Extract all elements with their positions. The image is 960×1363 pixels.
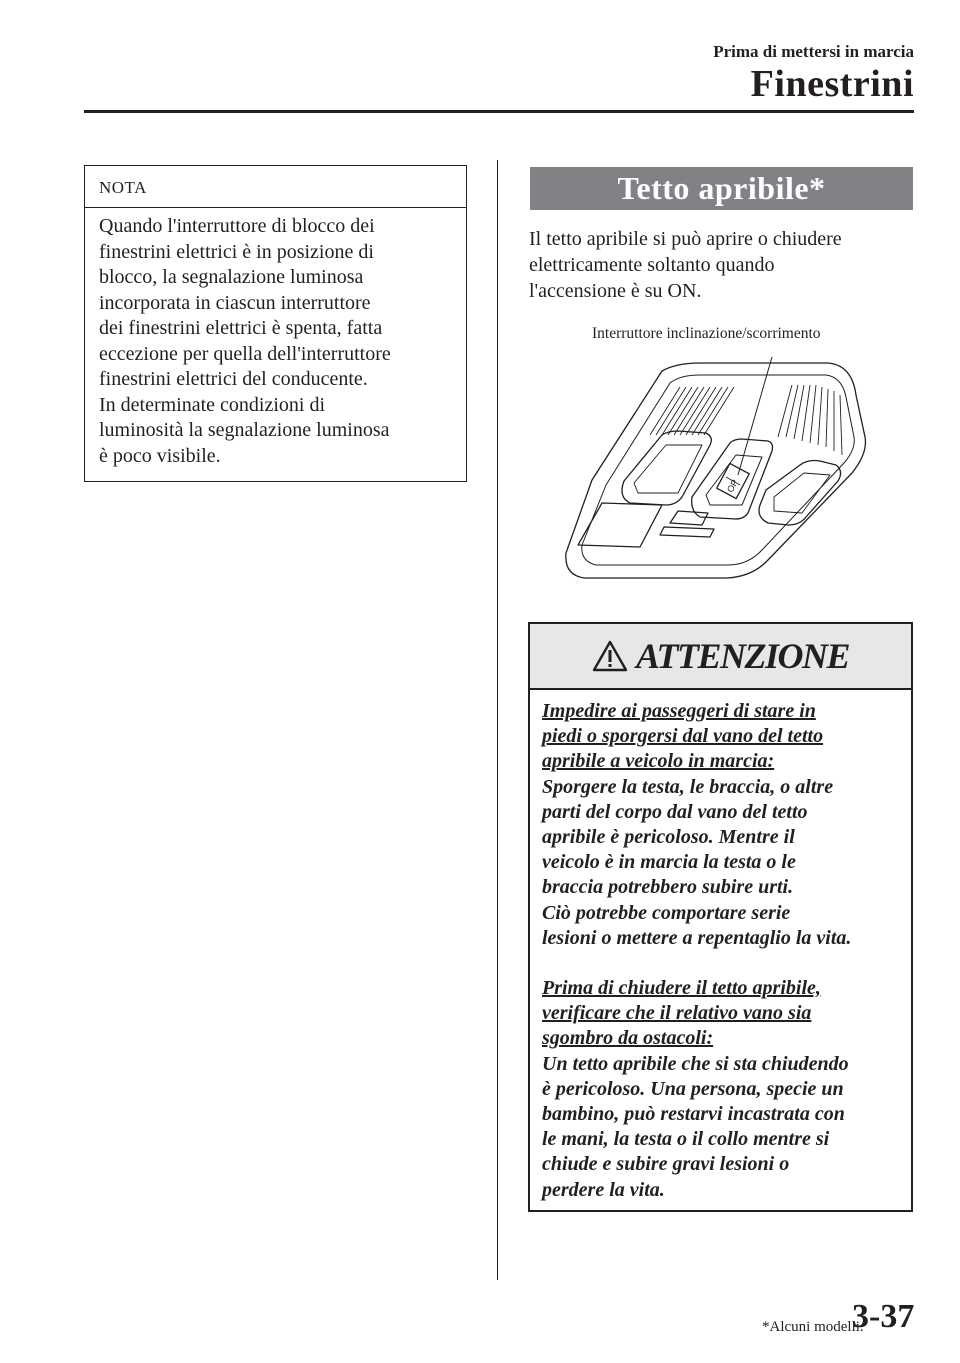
note-line: luminosità la segnalazione luminosa (99, 419, 390, 441)
note-line: Quando l'interruttore di blocco dei (99, 215, 375, 237)
intro-line: Il tetto apribile si può aprire o chiudere (529, 228, 842, 250)
column-divider (497, 160, 498, 1280)
warning-text-line: chiude e subire gravi lesioni o (542, 1153, 790, 1176)
warning-heading-line: sgombro da ostacoli: (542, 1027, 714, 1050)
warning-triangle-icon (592, 640, 628, 672)
note-line: In determinate condizioni di (99, 393, 326, 416)
note-line: eccezione per quella dell'interruttore (99, 342, 391, 365)
warning-header (530, 624, 911, 690)
note-line: finestrini elettrici del conducente. (99, 368, 368, 390)
note-line: finestrini elettrici è in posizione di (99, 240, 374, 263)
note-box (84, 165, 467, 482)
warning-heading-line: verificare che il relativo vano sia (542, 1002, 812, 1025)
warning-heading-line: apribile a veicolo in marcia: (542, 750, 775, 773)
header-rule (84, 110, 914, 113)
warning-box (528, 622, 913, 1212)
warning-text-line: è pericoloso. Una persona, specie un (542, 1077, 844, 1100)
warning-text-line: Ciò potrebbe comportare serie (542, 901, 791, 924)
svg-text:OP: OP (724, 477, 741, 495)
note-heading: NOTA (85, 166, 466, 208)
sunroof-figure (530, 325, 913, 595)
warning-text-line: perdere la vita. (542, 1178, 665, 1201)
warning-text-line: lesioni o mettere a repentaglio la vita. (542, 926, 852, 949)
note-line: blocco, la segnalazione luminosa (99, 266, 364, 288)
warning-text-line: le mani, la testa o il collo mentre si (542, 1128, 830, 1151)
section-intro (529, 226, 909, 304)
note-line: incorporata in ciascun interruttore (99, 291, 371, 314)
warning-heading-line: Prima di chiudere il tetto apribile, (542, 977, 821, 1000)
sunroof-console-illustration (530, 325, 913, 595)
warning-text-line: bambino, può restarvi incastrata con (542, 1103, 845, 1126)
section-title: Tetto apribile* (530, 167, 913, 210)
warning-text-line: parti del corpo dal vano del tetto (542, 800, 808, 823)
intro-line: elettricamente soltanto quando (529, 254, 775, 276)
paragraph-gap (542, 951, 901, 976)
figure-callout-label: Interruttore inclinazione/scorrimento (592, 325, 821, 342)
warning-heading-line: piedi o sporgersi dal vano del tetto (542, 725, 824, 748)
warning-heading-line: Impedire ai passeggeri di stare in (542, 700, 816, 722)
note-body (85, 208, 466, 469)
warning-body (530, 690, 911, 1203)
running-header-section: Prima di mettersi in marcia (713, 42, 914, 61)
warning-text-line: apribile è pericoloso. Mentre il (542, 826, 795, 849)
intro-line: l'accensione è su ON. (529, 280, 702, 302)
warning-text-line: Un tetto apribile che si sta chiudendo (542, 1052, 849, 1075)
warning-text-line: veicolo è in marcia la testa o le (542, 851, 796, 874)
warning-text-line: Sporgere la testa, le braccia, o altre (542, 775, 834, 798)
warning-text-line: braccia potrebbero subire urti. (542, 876, 794, 899)
note-line: dei finestrini elettrici è spenta, fatta (99, 317, 383, 339)
page-title: Finestrini (750, 63, 914, 105)
footnote: *Alcuni modelli. (762, 1319, 864, 1335)
note-line: è poco visibile. (99, 444, 221, 467)
page-number: 3-37 (852, 1298, 915, 1335)
warning-title: ATTENZIONE (635, 636, 850, 676)
